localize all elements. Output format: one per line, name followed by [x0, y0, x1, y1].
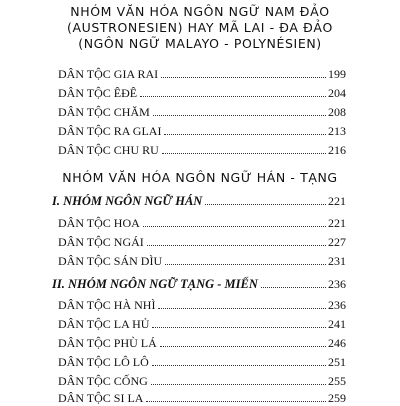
toc-entry-ede[interactable]	[58, 85, 346, 101]
toc-entry-label: DÂN TỘC GIA RAI	[58, 67, 159, 81]
toc-entry-page: 221	[328, 216, 346, 230]
group2-heading-line: NHÓM VĂN HÓA NGÔN NGỮ HÁN - TẠNG	[62, 170, 338, 185]
toc-entry-page: 251	[328, 355, 346, 369]
toc-entry-ha-nhi[interactable]	[58, 297, 346, 313]
toc-entry-label: DÂN TỘC SI LA	[58, 391, 144, 405]
toc-entry-page: 236	[328, 298, 346, 312]
dot-leader	[160, 345, 326, 347]
toc-entry-page: 204	[328, 86, 346, 100]
group1-heading-line: NHÓM VĂN HÓA NGÔN NGỮ NAM ĐẢO	[70, 4, 330, 19]
toc-entry-label: DÂN TỘC SÁN DÌU	[58, 254, 163, 268]
toc-entry-label: DÂN TỘC CHĂM	[58, 105, 150, 119]
group1-heading-line: (NGÔN NGỮ MALAYO - POLYNÉSIEN)	[78, 36, 322, 51]
dot-leader	[153, 114, 326, 116]
toc-entry-label: DÂN TỘC ÊĐÊ	[58, 86, 138, 100]
toc-entry-label: DÂN TỘC CỐNG	[58, 374, 148, 388]
toc-entry-cong[interactable]	[58, 373, 346, 389]
toc-entry-hoa[interactable]	[58, 215, 346, 231]
dot-leader	[146, 400, 326, 402]
toc-entry-san-diu[interactable]	[58, 253, 346, 269]
toc-entry-si-la[interactable]	[58, 390, 346, 406]
dot-leader	[147, 244, 326, 246]
toc-entry-page: 199	[328, 67, 346, 81]
toc-entry-phu-la[interactable]	[58, 335, 346, 351]
dot-leader	[261, 286, 326, 288]
toc-entry-page: 241	[328, 317, 346, 331]
group1-heading-line: (AUSTRONESIEN) HAY MÃ LAI - ĐA ĐẢO	[67, 20, 333, 35]
toc-entry-page: 231	[328, 254, 346, 268]
dot-leader	[151, 383, 326, 385]
toc-entry-page: 259	[328, 391, 346, 405]
toc-entry-ngai[interactable]	[58, 234, 346, 250]
toc-entry-label: DÂN TỘC NGÁI	[58, 235, 144, 249]
toc-entry-page: 208	[328, 105, 346, 119]
toc-entry-lo-lo[interactable]	[58, 354, 346, 370]
dot-leader	[162, 152, 326, 154]
toc-entry-page: 246	[328, 336, 346, 350]
dot-leader	[140, 95, 326, 97]
toc-entry-label: DÂN TỘC HÀ NHÌ	[58, 298, 156, 312]
toc-entry-page: 255	[328, 374, 346, 388]
dot-leader	[143, 225, 326, 227]
toc-entry-label: DÂN TỘC PHÙ LÁ	[58, 336, 157, 350]
toc-entry-la-hu[interactable]	[58, 316, 346, 332]
toc-entry-label: DÂN TỘC CHU RU	[58, 143, 159, 157]
toc-section-page: 221	[328, 194, 346, 208]
toc-entry-page: 227	[328, 235, 346, 249]
toc-entry-page: 213	[328, 124, 346, 138]
toc-entry-label: DÂN TỘC LA HỦ	[58, 317, 150, 331]
group1-heading	[40, 4, 360, 52]
toc-entry-label: DÂN TỘC HOA	[58, 216, 140, 230]
group2-heading	[40, 170, 360, 186]
dot-leader	[165, 263, 326, 265]
toc-entry-cham[interactable]	[58, 104, 346, 120]
dot-leader	[152, 326, 326, 328]
dot-leader	[152, 364, 326, 366]
dot-leader	[161, 76, 326, 78]
toc-entry-gia-rai[interactable]	[58, 66, 346, 82]
toc-section-label: I. NHÓM NGÔN NGỮ HÁN	[52, 194, 203, 208]
toc-entry-label: DÂN TỘC RA GLAI	[58, 124, 162, 138]
toc-section-tang-mien[interactable]	[52, 276, 346, 292]
dot-leader	[205, 203, 326, 205]
toc-section-label: II. NHÓM NGÔN NGỮ TẠNG - MIẾN	[52, 277, 258, 291]
toc-entry-chu-ru[interactable]	[58, 142, 346, 158]
dot-leader	[164, 133, 326, 135]
toc-entry-page: 216	[328, 143, 346, 157]
toc-section-page: 236	[328, 277, 346, 291]
toc-entry-ra-glai[interactable]	[58, 123, 346, 139]
toc-section-han[interactable]	[52, 193, 346, 209]
dot-leader	[158, 307, 326, 309]
toc-entry-label: DÂN TỘC LÔ LÔ	[58, 355, 149, 369]
